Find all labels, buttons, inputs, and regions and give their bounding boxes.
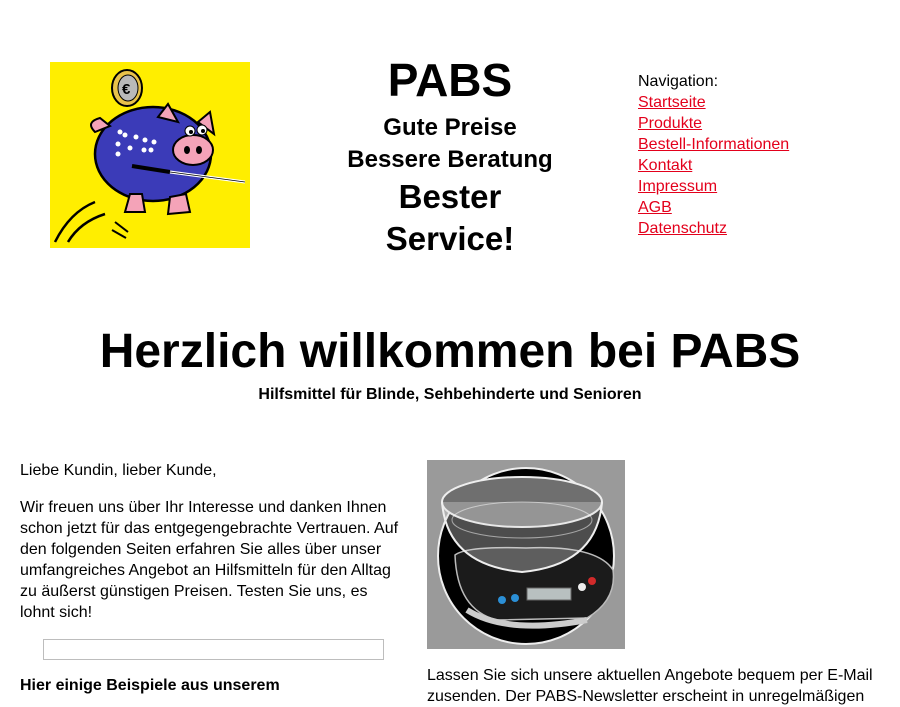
svg-text:€: € bbox=[122, 81, 131, 98]
greeting-text: Liebe Kundin, lieber Kunde, bbox=[20, 462, 217, 479]
examples-heading: Hier einige Beispiele aus unserem bbox=[20, 677, 280, 694]
nav-link-startseite[interactable]: Startseite bbox=[638, 94, 706, 111]
nav-link-produkte[interactable]: Produkte bbox=[638, 115, 703, 132]
divider-box bbox=[43, 639, 384, 660]
product-image-kitchen-scale[interactable] bbox=[427, 460, 625, 649]
welcome-section bbox=[0, 322, 900, 404]
nav-link-bestell-informationen[interactable]: Bestell-Informationen bbox=[638, 136, 790, 153]
slogan-line-3a: Bester bbox=[398, 178, 502, 215]
site-title: PABS bbox=[387, 54, 513, 106]
newsletter-text: Lassen Sie sich unsere aktuellen Angebote bequem per E-Mail zusenden. Der PABS-Newsletter erscheint in unregelmäßigen bbox=[427, 667, 873, 705]
left-column bbox=[20, 460, 405, 696]
piggy-bank-icon bbox=[50, 62, 250, 248]
logo-image bbox=[50, 62, 250, 248]
slogan-line-1: Gute Preise bbox=[383, 114, 517, 141]
main-navigation bbox=[638, 71, 789, 239]
welcome-heading: Herzlich willkommen bei PABS bbox=[99, 325, 801, 378]
intro-text: Wir freuen uns über Ihr Interesse und danken Ihnen schon jetzt für das entgegengebrachte Vertrauen. Auf den folgenden Seiten erfahren Sie alles über unser umfangreiches Angebot an Hilfsmitteln für den Alltag zu äußerst günstigen Preisen. Testen Sie uns, es lohnt sich! bbox=[20, 499, 399, 621]
nav-link-kontakt[interactable]: Kontakt bbox=[638, 157, 693, 174]
slogan-line-3b: Service! bbox=[385, 220, 515, 257]
navigation-label: Navigation: bbox=[638, 73, 719, 90]
kitchen-scale-icon bbox=[427, 460, 625, 649]
nav-link-agb[interactable]: AGB bbox=[638, 199, 672, 216]
welcome-subheading: Hilfsmittel für Blinde, Sehbehinderte und Senioren bbox=[258, 386, 642, 403]
nav-link-datenschutz[interactable]: Datenschutz bbox=[638, 220, 727, 237]
brand-block bbox=[330, 56, 570, 260]
nav-link-impressum[interactable]: Impressum bbox=[638, 178, 718, 195]
slogan-line-2: Bessere Beratung bbox=[347, 146, 553, 173]
